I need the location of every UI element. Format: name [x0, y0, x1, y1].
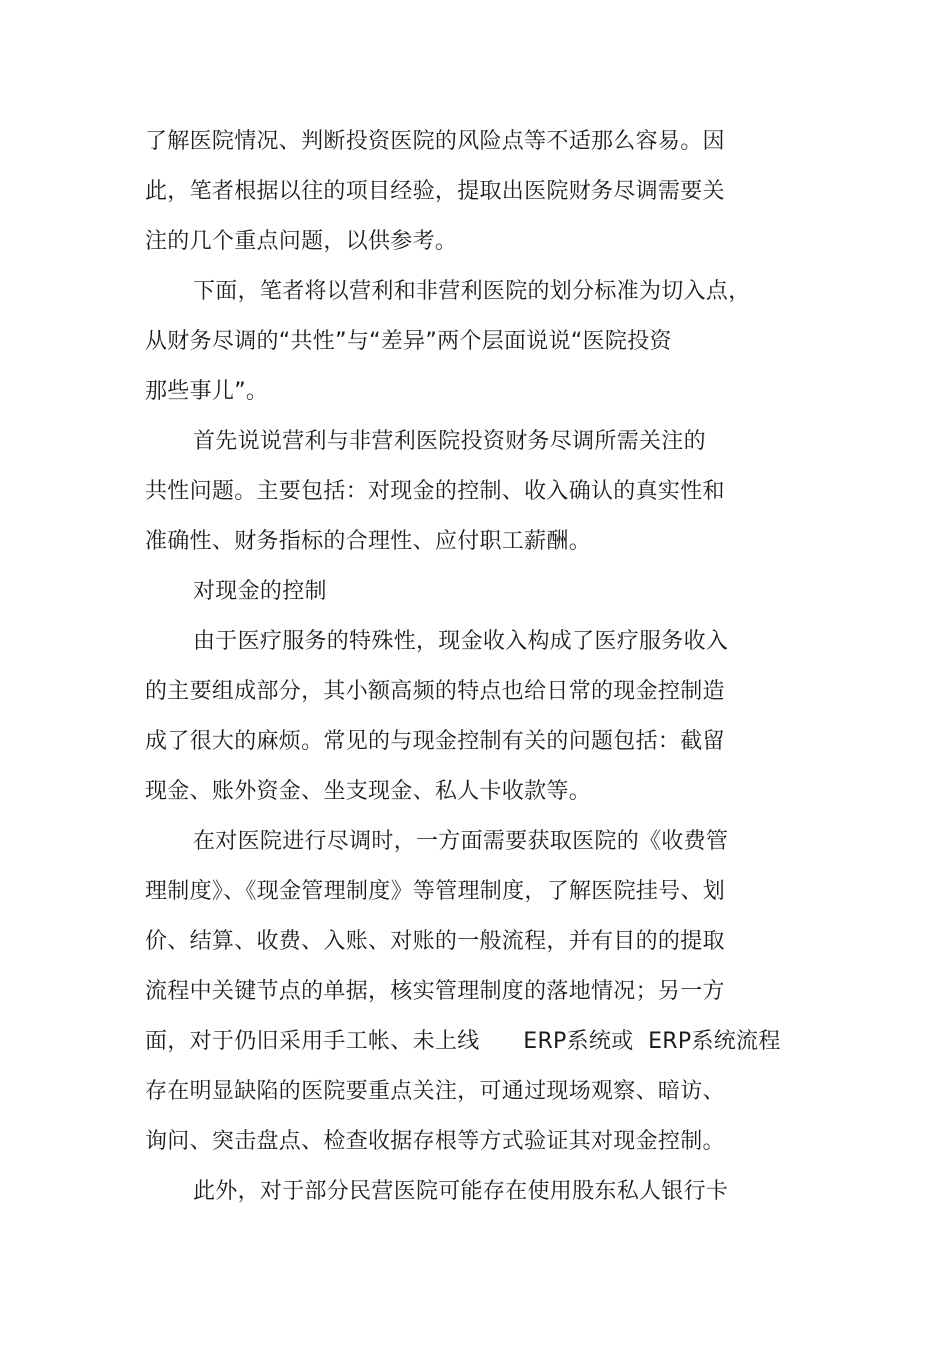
- text-line: 的主要组成部分，其小额高频的特点也给日常的现金控制造: [145, 679, 725, 704]
- text-line: 此外，对于部分民营医院可能存在使用股东私人银行卡: [193, 1179, 729, 1204]
- text-line: 面，对于仍旧采用手工帐、未上线 ERP系统或 ERP系统流程: [145, 1029, 781, 1054]
- text-line: 首先说说营利与非营利医院投资财务尽调所需关注的: [193, 429, 706, 454]
- text-line: 现金、账外资金、坐支现金、私人卡收款等。: [145, 779, 592, 804]
- text-line: 成了很大的麻烦。常见的与现金控制有关的问题包括：截留: [145, 729, 725, 754]
- text-line: 理制度》、《现金管理制度》等管理制度，了解医院挂号、划: [145, 879, 726, 904]
- text-line: 流程中关键节点的单据，核实管理制度的落地情况；另一方: [145, 979, 725, 1004]
- text-line: 准确性、财务指标的合理性、应付职工薪酬。: [145, 529, 592, 554]
- text-line: 在对医院进行尽调时，一方面需要获取医院的《收费管: [193, 829, 729, 854]
- text-line: 共性问题。主要包括：对现金的控制、收入确认的真实性和: [145, 479, 725, 504]
- text-line: 此，笔者根据以往的项目经验，提取出医院财务尽调需要关: [145, 179, 725, 204]
- section-heading: 对现金的控制: [193, 579, 327, 604]
- text-line: 从财务尽调的“共性”与“差异”两个层面说说“医院投资: [145, 329, 672, 354]
- text-line: 下面，笔者将以营利和非营利医院的划分标准为切入点，: [193, 279, 751, 304]
- text-line: 那些事儿”。: [145, 379, 269, 404]
- text-line: 由于医疗服务的特殊性，现金收入构成了医疗服务收入: [193, 629, 729, 654]
- text-line: 存在明显缺陷的医院要重点关注，可通过现场观察、暗访、: [145, 1079, 725, 1104]
- text-line: 注的几个重点问题，以供参考。: [145, 229, 458, 254]
- text-line: 了解医院情况、判断投资医院的风险点等不适那么容易。因: [145, 129, 725, 154]
- text-line: 询问、突击盘点、检查收据存根等方式验证其对现金控制。: [145, 1129, 725, 1154]
- text-line: 价、结算、收费、入账、对账的一般流程，并有目的的提取: [145, 929, 725, 954]
